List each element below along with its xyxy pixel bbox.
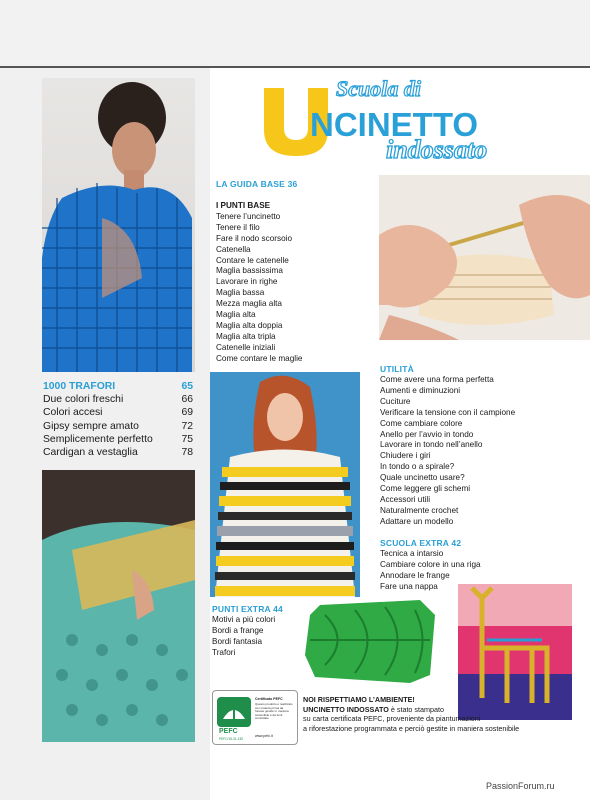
- list-item: Maglia alta: [216, 310, 256, 320]
- guida-title: LA GUIDA BASE 36: [216, 179, 298, 189]
- environment-brand: UNCINETTO INDOSSATO: [303, 704, 389, 714]
- list-item: Cambiare colore in una riga: [380, 559, 481, 569]
- list-item: Come leggere gli schemi: [380, 484, 471, 494]
- list-item: Quale uncinetto usare?: [380, 473, 465, 483]
- list-item: Mezza maglia alta: [216, 299, 282, 309]
- list-item: Bordi a frange: [212, 625, 264, 635]
- photo-green-swatch: [300, 595, 440, 685]
- list-item: Come contare le maglie: [216, 353, 303, 363]
- pefc-url: www.pefc.it: [255, 734, 273, 738]
- list-item: Contare le catenelle: [216, 255, 289, 265]
- list-item: Due colori freschi 66: [43, 394, 193, 406]
- list-item: Anello per l’avvio in tondo: [380, 429, 474, 439]
- utilita-list: [380, 375, 515, 528]
- environment-note: [303, 695, 519, 733]
- photo-teal-knit: [42, 470, 195, 742]
- list-item: Come cambiare colore: [380, 418, 463, 428]
- list-item: Trafori: [212, 647, 236, 657]
- utilita-title: UTILITÀ: [380, 364, 414, 374]
- pefc-name: PEFC: [219, 728, 238, 735]
- punti-extra-title: PUNTI EXTRA 44: [212, 604, 283, 614]
- scuola-extra-title: SCUOLA EXTRA 42: [380, 538, 462, 548]
- list-item: Maglia alta tripla: [216, 331, 276, 341]
- pefc-sub: PEFC/18-31-135: [219, 737, 243, 741]
- logo-indossato: indossato: [386, 135, 488, 160]
- photo-striped-sweater: [210, 372, 360, 597]
- guida-list: [216, 201, 302, 365]
- list-item: Lavorare in righe: [216, 277, 278, 287]
- list-item: Annodare le frange: [380, 570, 450, 580]
- watermark: PassionForum.ru: [486, 781, 555, 791]
- list-item: In tondo o a spirale?: [380, 462, 455, 472]
- trafori-heading: 1000 TRAFORI 65: [43, 381, 193, 392]
- list-item: Verificare la tensione con il campione: [380, 407, 516, 417]
- trafori-list: [43, 380, 193, 459]
- list-item: Catenella: [216, 244, 251, 254]
- list-item: Gipsy sempre amato 72: [43, 420, 193, 432]
- environment-line1: è stato stampato: [388, 704, 444, 714]
- guida-subtitle: I PUNTI BASE: [216, 201, 271, 210]
- list-item: Cardigan a vestaglia 78: [43, 447, 193, 459]
- list-item: Maglia alta doppia: [216, 320, 283, 330]
- list-item: Fare una nappa: [380, 581, 438, 591]
- list-item: Tecnica a intarsio: [380, 549, 444, 558]
- list-item: Colori accesi 69: [43, 407, 193, 419]
- environment-line3: a riforestazione programmata e perciò gestite in maniera sostenibile: [303, 723, 520, 733]
- list-item: Catenelle iniziali: [216, 342, 276, 352]
- list-item: Naturalmente crochet: [380, 505, 459, 515]
- list-item: Maglia bassa: [216, 288, 265, 298]
- photo-blue-cardigan: [42, 78, 195, 372]
- environment-line2: su carta certificata PEFC, proveniente da piantumazioni: [303, 714, 481, 724]
- list-item: Motivi a più colori: [212, 615, 276, 624]
- pefc-cert: Certificato PEFC: [255, 697, 283, 701]
- top-band: [0, 0, 590, 66]
- list-item: Bordi fantasia: [212, 636, 263, 646]
- list-item: Accessori utili: [380, 494, 431, 504]
- list-item: Semplicemente perfetto 75: [43, 433, 193, 445]
- list-item: Cuciture: [380, 396, 411, 406]
- punti-extra-list: [212, 615, 275, 659]
- environment-title: NOI RISPETTIAMO L’AMBIENTE!: [303, 695, 415, 704]
- list-item: Aumenti e diminuzioni: [380, 385, 461, 395]
- logo-uncinetto: NCINETTO: [310, 106, 479, 143]
- list-item: Chiudere i giri: [380, 451, 431, 461]
- pefc-certification-box: [212, 690, 298, 745]
- list-item: Lavorare in tondo nell’anello: [380, 440, 483, 450]
- magazine-logo: [262, 78, 524, 160]
- list-item: Tenere il filo: [216, 222, 260, 232]
- photo-hands-crocheting: [379, 175, 590, 340]
- logo-scuola-di: Scuola di: [336, 78, 421, 101]
- pefc-text: Questo prodotto è realizzato con materia prima da foreste gestite in maniera sostenibile e da fonti controllate: [255, 702, 293, 721]
- list-item: Fare il nodo scorsoio: [216, 233, 292, 243]
- list-item: Maglia bassissima: [216, 266, 283, 276]
- list-item: Adattare un modello: [380, 516, 454, 526]
- list-item: Come avere una forma perfetta: [380, 375, 494, 384]
- list-item: Tenere l’uncinetto: [216, 211, 281, 221]
